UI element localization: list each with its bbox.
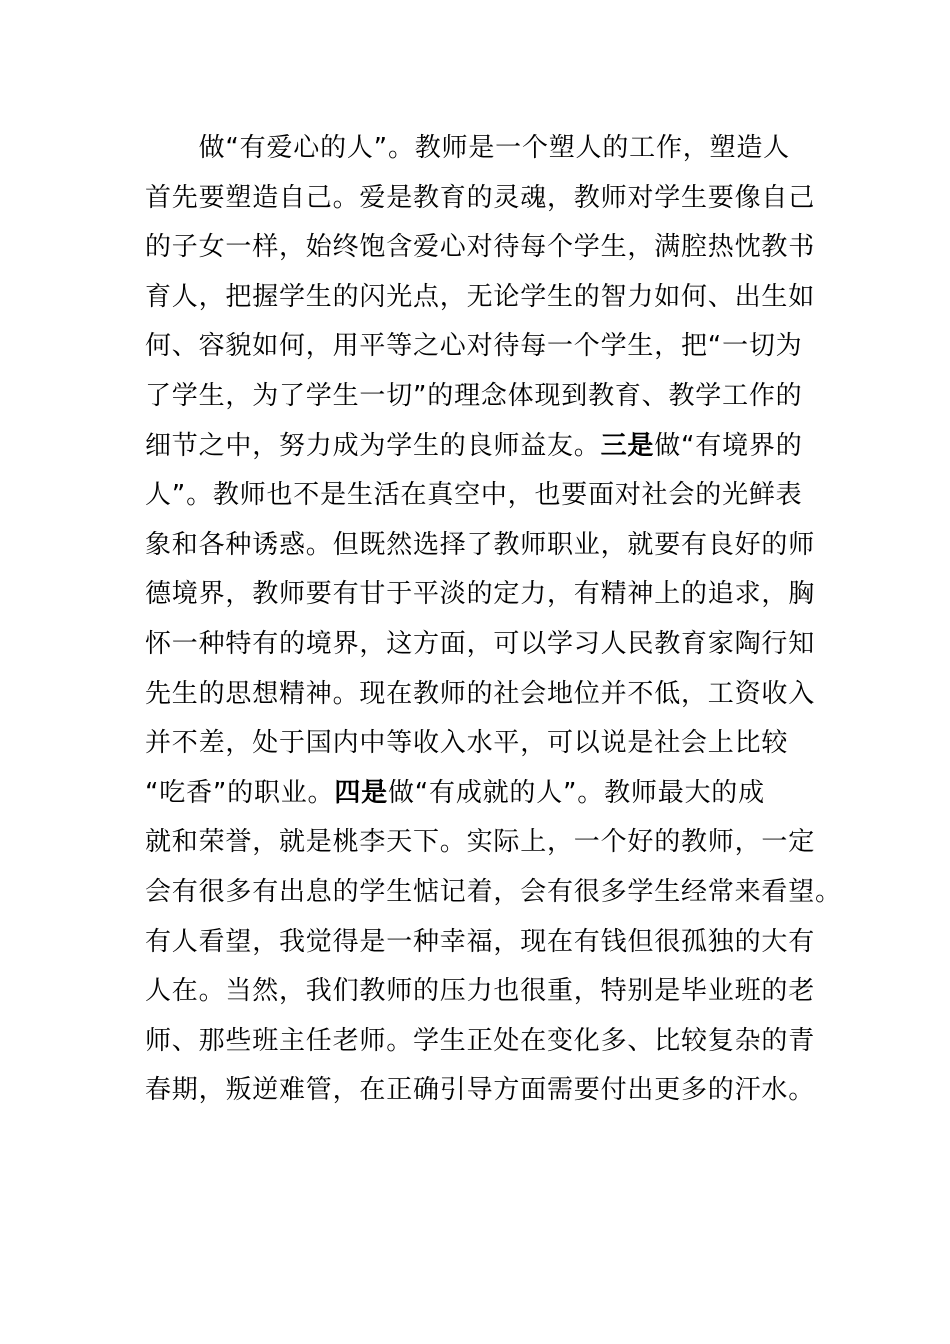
text-segment: 首先要塑造自己。爱是教育的灵魂，教师对学生要像自己: [145, 182, 816, 213]
text-segment: 师、那些班主任老师。学生正处在变化多、比较复杂的青: [145, 1025, 816, 1056]
text-line: [145, 124, 795, 174]
text-segment: 就和荣誉，就是桃李天下。实际上，一个好的教师，一定: [145, 827, 816, 858]
text-segment: 人在。当然，我们教师的压力也很重，特别是毕业班的老: [145, 976, 816, 1007]
text-line: [145, 570, 816, 620]
text-line: [145, 620, 816, 670]
text-segment: 育人，把握学生的闪光点，无论学生的智力如何、出生如: [145, 281, 816, 312]
text-line: [145, 967, 816, 1017]
text-segment: 有人看望，我觉得是一种幸福，现在有钱但很孤独的大有: [145, 926, 816, 957]
text-segment: “吃香”的职业。: [145, 777, 335, 808]
text-line: [145, 769, 795, 819]
text-line: [145, 868, 842, 918]
text-segment: 并不差，处于国内中等收入水平，可以说是社会上比较: [145, 728, 789, 759]
text-line: [145, 818, 816, 868]
text-segment: 人”。教师也不是生活在真空中，也要面对社会的光鲜表: [145, 480, 803, 511]
bold-text-segment: 四是: [334, 777, 388, 808]
text-segment: 怀一种特有的境界，这方面，可以学习人民教育家陶行知: [145, 628, 816, 659]
text-line: [145, 521, 816, 571]
text-line: [145, 1017, 816, 1067]
text-line: [145, 918, 816, 968]
text-line: [145, 422, 803, 472]
text-line: [145, 719, 795, 769]
text-segment: 德境界，教师要有甘于平淡的定力，有精神上的追求，胸: [145, 579, 816, 610]
text-segment: 做“有成就的人”。教师最大的成: [387, 777, 765, 808]
text-segment: 会有很多有出息的学生惦记着，会有很多学生经常来看望。: [145, 876, 842, 907]
text-line: [145, 223, 816, 273]
text-segment: 的子女一样，始终饱含爱心对待每个学生，满腔热忱教书: [145, 232, 816, 263]
text-line: [145, 1066, 816, 1116]
text-line: [145, 471, 803, 521]
text-line: [145, 670, 816, 720]
text-segment: 象和各种诱惑。但既然选择了教师职业，就要有良好的师: [145, 529, 816, 560]
text-segment: 细节之中，努力成为学生的良师益友。: [145, 430, 601, 461]
text-segment: 了学生，为了学生一切”的理念体现到教育、教学工作的: [145, 380, 803, 411]
body-paragraph: [145, 124, 842, 1116]
text-line: [145, 273, 816, 323]
bold-text-segment: 三是: [600, 430, 655, 461]
text-segment: 何、容貌如何，用平等之心对待每一个学生，把“一切为: [145, 331, 803, 362]
text-segment: 做“有爱心的人”。教师是一个塑人的工作，塑造人: [145, 133, 790, 163]
text-line: [145, 372, 803, 422]
text-segment: 春期，叛逆难管，在正确引导方面需要付出更多的汗水。: [145, 1075, 816, 1106]
text-line: [145, 174, 816, 224]
text-segment: 做“有境界的: [654, 430, 803, 461]
text-line: [145, 322, 803, 372]
text-segment: 先生的思想精神。现在教师的社会地位并不低，工资收入: [145, 678, 816, 709]
